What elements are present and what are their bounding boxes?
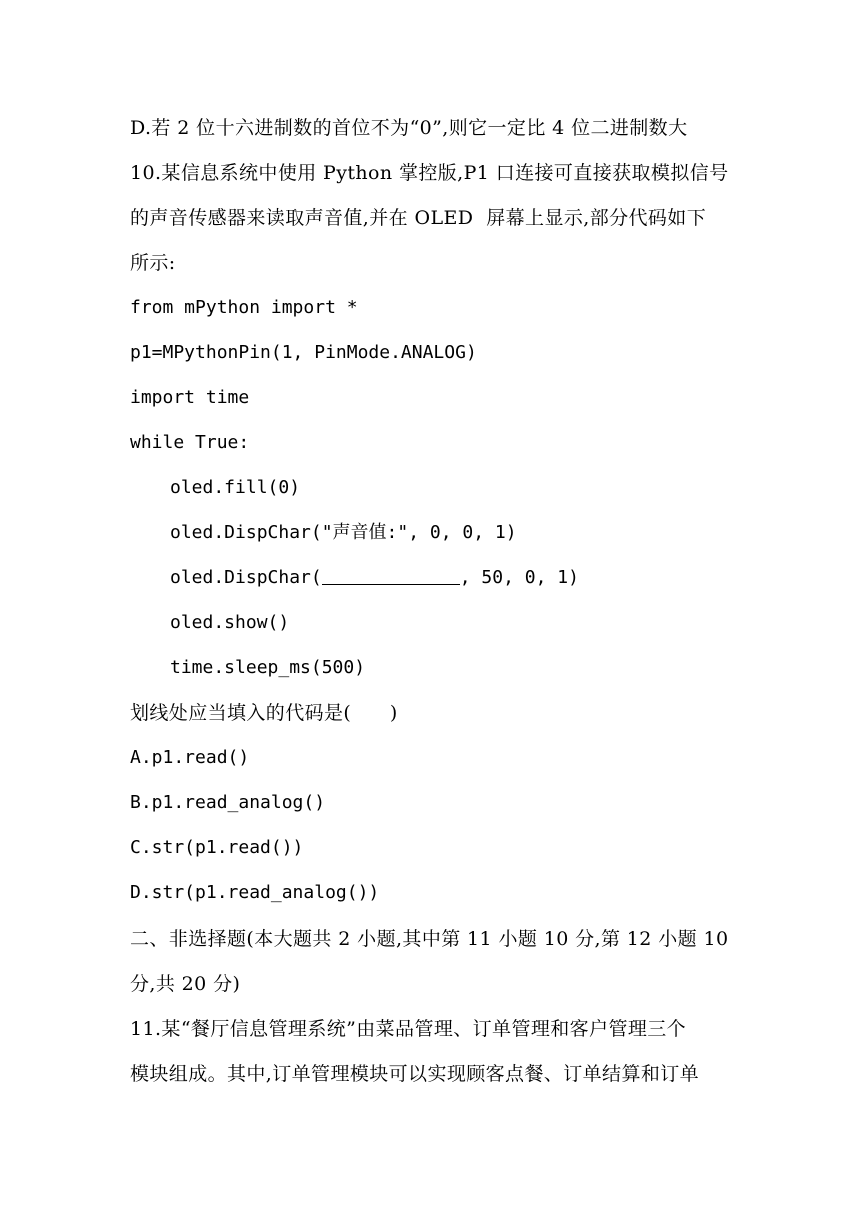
code-line-while-loop: while True: <box>130 432 250 453</box>
code-dispchar-suffix: , 50, 0, 1) <box>459 567 579 588</box>
option-c: C.str(p1.read()) <box>130 837 304 858</box>
fill-in-blank <box>322 566 460 585</box>
question-11-line-2: 模块组成。其中,订单管理模块可以实现顾客点餐、订单结算和订单 <box>130 1063 700 1085</box>
section-2-heading-line-2: 分,共 20 分) <box>130 973 241 995</box>
question-10-stem-line-2: 的声音传感器来读取声音值,并在 OLED 屏幕上显示,部分代码如下 <box>130 207 707 229</box>
question-11-line-1: 11.某“餐厅信息管理系统”由菜品管理、订单管理和客户管理三个 <box>130 1018 687 1040</box>
option-b: B.p1.read_analog() <box>130 792 326 813</box>
option-a: A.p1.read() <box>130 747 250 768</box>
option-d-previous-question: D.若 2 位十六进制数的首位不为“0”,则它一定比 4 位二进制数大 <box>130 117 688 139</box>
code-line-import-mpython: from mPython import * <box>130 297 358 318</box>
code-line-import-time: import time <box>130 387 250 408</box>
code-line-oled-fill: oled.fill(0) <box>170 477 301 498</box>
section-2-heading-line-1: 二、非选择题(本大题共 2 小题,其中第 11 小题 10 分,第 12 小题 10 <box>130 928 729 950</box>
code-line-dispchar-value <box>170 566 579 590</box>
question-10-stem-line-3: 所示: <box>130 252 176 274</box>
option-d: D.str(p1.read_analog()) <box>130 882 380 903</box>
question-10-stem-line-1: 10.某信息系统中使用 Python 掌控版,P1 口连接可直接获取模拟信号 <box>130 162 729 184</box>
code-line-dispchar-label: oled.DispChar("声音值:", 0, 0, 1) <box>170 522 517 543</box>
code-line-pin-setup: p1=MPythonPin(1, PinMode.ANALOG) <box>130 342 477 363</box>
code-line-sleep: time.sleep_ms(500) <box>170 657 366 678</box>
code-dispchar-prefix: oled.DispChar( <box>170 567 322 588</box>
code-line-oled-show: oled.show() <box>170 612 290 633</box>
question-10-prompt: 划线处应当填入的代码是( ) <box>130 702 398 724</box>
